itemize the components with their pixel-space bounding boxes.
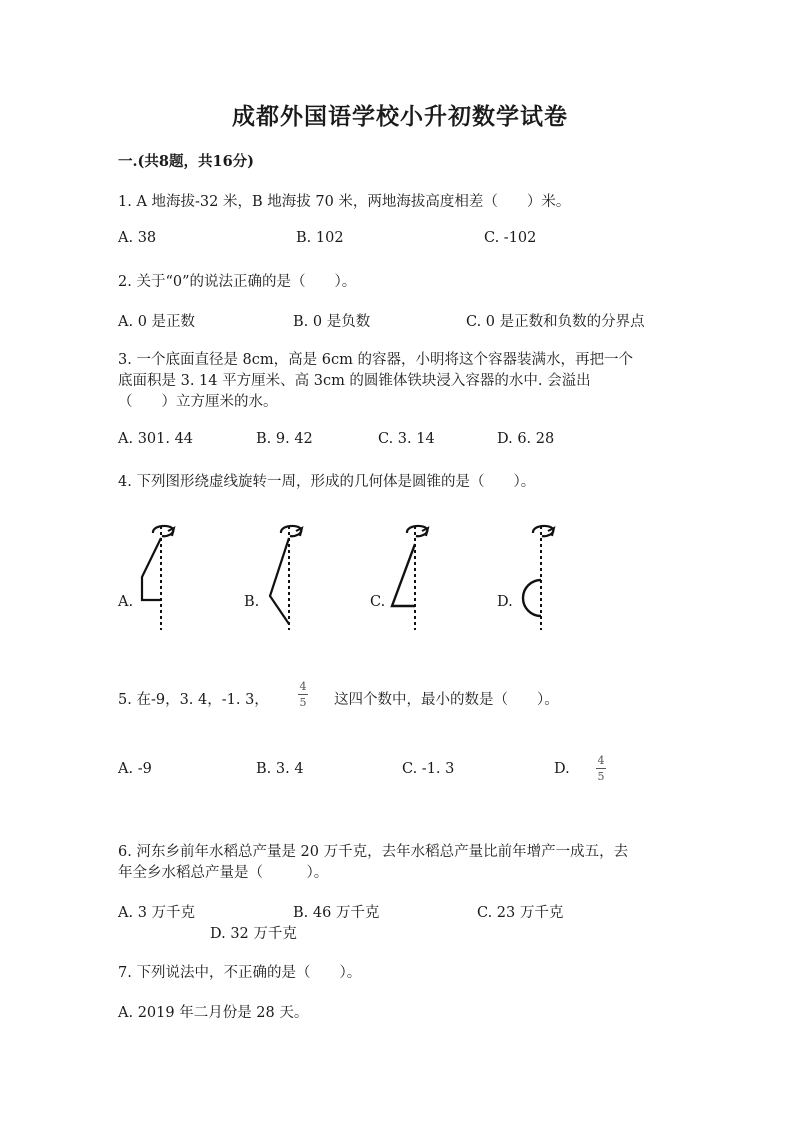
question-2-option-c[interactable]: C. 0 是正数和负数的分界点 bbox=[466, 314, 645, 330]
question-6-option-a[interactable]: A. 3 万千克 bbox=[118, 905, 196, 921]
question-1-option-b[interactable]: B. 102 bbox=[296, 230, 344, 246]
question-5-fraction bbox=[298, 680, 308, 709]
question-4-option-c[interactable]: C. bbox=[370, 594, 386, 610]
question-5-option-c[interactable]: C. -1. 3 bbox=[402, 761, 455, 777]
question-1-text: 1. A 地海拔-32 米，B 地海拔 70 米，两地海拔高度相差（ ）米。 bbox=[118, 194, 571, 210]
question-4-text: 4. 下列图形绕虚线旋转一周，形成的几何体是圆锥的是（ ）。 bbox=[118, 474, 536, 490]
question-3-line-2: 底面积是 3. 14 平方厘米、高 3cm 的圆锥体铁块浸入容器的水中. 会溢出 bbox=[118, 373, 591, 389]
question-6-option-b[interactable]: B. 46 万千克 bbox=[293, 905, 380, 921]
question-5-option-d[interactable]: D. bbox=[554, 761, 570, 777]
fraction-bar bbox=[596, 768, 606, 769]
question-5-option-d-fraction bbox=[596, 754, 606, 783]
question-1-option-c[interactable]: C. -102 bbox=[484, 230, 537, 246]
question-4-option-d[interactable]: D. bbox=[497, 594, 513, 610]
figure-d-rotation-shape bbox=[510, 520, 570, 632]
question-1-option-a[interactable]: A. 38 bbox=[118, 230, 157, 246]
section-heading: 一.(共8题，共16分) bbox=[118, 153, 255, 170]
question-5-option-b[interactable]: B. 3. 4 bbox=[256, 761, 304, 777]
question-5-text-before: 5. 在-9，3. 4，-1. 3， bbox=[118, 692, 269, 708]
question-3-line-1: 3. 一个底面直径是 8cm，高是 6cm 的容器，小明将这个容器装满水，再把一个 bbox=[118, 352, 633, 368]
question-3-line-3: （ ）立方厘米的水。 bbox=[118, 394, 278, 410]
question-2-option-b[interactable]: B. 0 是负数 bbox=[293, 314, 371, 330]
question-3-option-c[interactable]: C. 3. 14 bbox=[378, 431, 435, 447]
question-4-option-b[interactable]: B. bbox=[244, 594, 260, 610]
fraction-bar bbox=[298, 694, 308, 695]
figure-b-rotation-shape bbox=[258, 520, 318, 632]
question-7-text: 7. 下列说法中，不正确的是（ ）。 bbox=[118, 965, 362, 981]
question-3-option-b[interactable]: B. 9. 42 bbox=[256, 431, 313, 447]
question-7-option-a[interactable]: A. 2019 年二月份是 28 天。 bbox=[118, 1005, 309, 1021]
question-2-option-a[interactable]: A. 0 是正数 bbox=[118, 314, 196, 330]
fraction-numerator: 4 bbox=[597, 754, 605, 767]
question-3-option-d[interactable]: D. 6. 28 bbox=[497, 431, 555, 447]
fraction-denominator: 5 bbox=[299, 696, 307, 709]
question-5-text-after: 这四个数中，最小的数是（ ）。 bbox=[334, 692, 559, 708]
page-title: 成都外国语学校小升初数学试卷 bbox=[232, 103, 568, 130]
question-6-option-c[interactable]: C. 23 万千克 bbox=[477, 905, 564, 921]
fraction-denominator: 5 bbox=[597, 770, 605, 783]
question-2-text: 2. 关于“0”的说法正确的是（ ）。 bbox=[118, 274, 357, 290]
question-6-line-2: 年全乡水稻总产量是（ ）。 bbox=[118, 865, 329, 881]
question-4-option-a[interactable]: A. bbox=[118, 594, 134, 610]
question-5-option-a[interactable]: A. -9 bbox=[118, 761, 152, 777]
fraction-numerator: 4 bbox=[299, 680, 307, 693]
question-6-line-1: 6. 河东乡前年水稻总产量是 20 万千克，去年水稻总产量比前年增产一成五，去 bbox=[118, 844, 629, 860]
question-6-option-d[interactable]: D. 32 万千克 bbox=[210, 926, 297, 942]
figure-c-rotation-shape bbox=[384, 520, 444, 632]
figure-a-rotation-shape bbox=[130, 520, 190, 632]
question-3-option-a[interactable]: A. 301. 44 bbox=[118, 431, 194, 447]
